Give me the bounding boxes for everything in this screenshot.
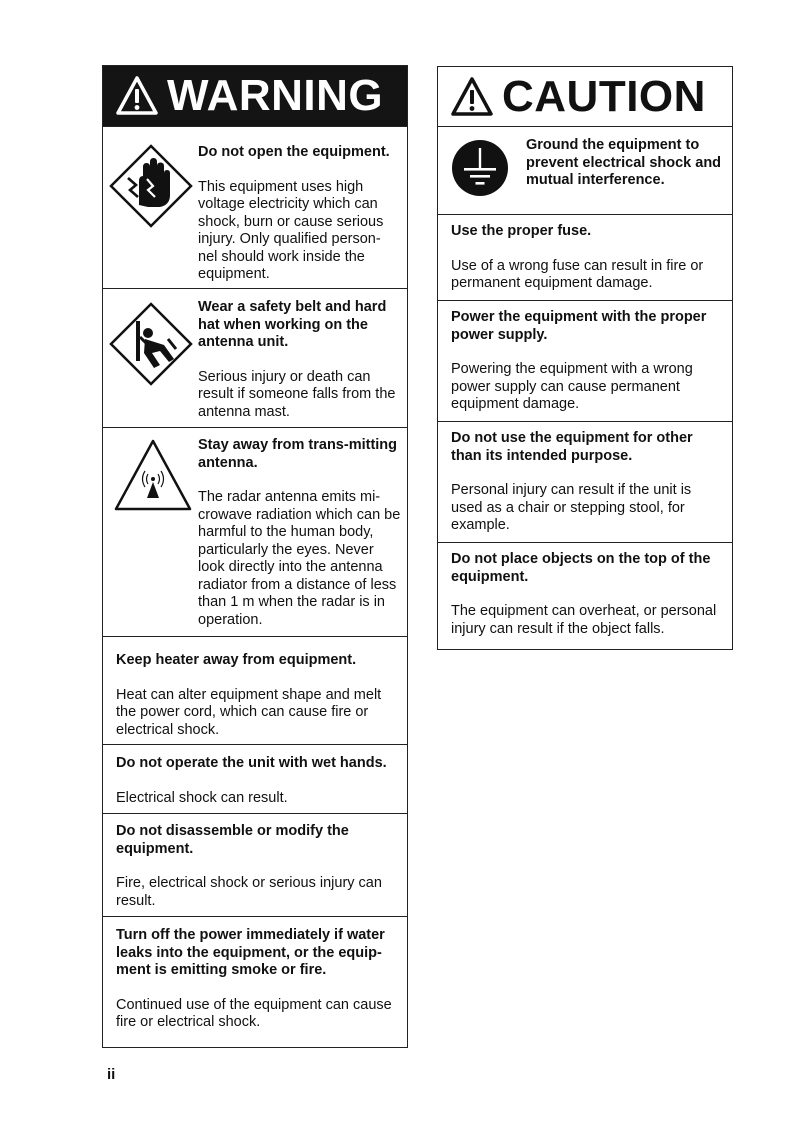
caution-triangle-icon xyxy=(450,76,494,118)
warning-title: Do not operate the unit with wet hands. xyxy=(116,755,387,771)
caution-title: Do not place objects on the top of the equipment. xyxy=(451,551,711,585)
caution-header-title: CAUTION xyxy=(502,71,706,121)
caution-section-body xyxy=(451,309,722,414)
caution-text: Powering the equipment with a wrong power supply can cause permanent equipment damage. xyxy=(451,361,693,412)
caution-title: Use the proper fuse. xyxy=(451,223,592,239)
caution-title: Power the equipment with the proper power supply. xyxy=(451,309,707,343)
warning-section-body xyxy=(116,755,397,807)
warning-header-title: WARNING xyxy=(167,71,384,120)
warning-section xyxy=(103,637,407,745)
warning-section-body xyxy=(198,144,399,284)
caution-section-body xyxy=(451,551,722,638)
warning-text: Electrical shock can result. xyxy=(116,789,288,806)
caution-section xyxy=(438,215,732,301)
caution-section-body xyxy=(526,137,726,207)
page-number: ii xyxy=(107,1066,116,1083)
caution-title: Do not use the equipment for other than its intended purpose. xyxy=(451,430,693,464)
warning-title: Turn off the power immediately if water leaks into the equipment, or the equip-ment is emitting smoke or fire. xyxy=(116,927,385,978)
caution-text: Personal injury can result if the unit is used as a chair or stepping stool, for example. xyxy=(451,482,692,533)
warning-section-body xyxy=(116,927,397,1032)
caution-header xyxy=(438,67,732,127)
warning-column xyxy=(102,65,408,1048)
falling-person-icon xyxy=(108,301,194,387)
warning-text: Fire, electrical shock or serious injury can result. xyxy=(116,875,382,909)
warning-section-body xyxy=(198,299,399,421)
warning-text: Continued use of the equipment can cause fire or electrical shock. xyxy=(116,996,392,1030)
caution-text: The equipment can overheat, or personal injury can result if the object falls. xyxy=(451,603,717,637)
warning-section xyxy=(103,745,407,814)
caution-section xyxy=(438,543,732,648)
warning-section xyxy=(103,814,407,917)
caution-section xyxy=(438,301,732,422)
caution-title: Ground the equipment to prevent electrical shock and mutual interference. xyxy=(526,137,722,188)
caution-section-body xyxy=(451,223,722,293)
warning-section xyxy=(103,428,407,637)
warning-title: Wear a safety belt and hard hat when working on the antenna unit. xyxy=(198,299,387,350)
warning-section-body xyxy=(116,652,397,739)
warning-triangle-icon xyxy=(115,75,159,117)
warning-header xyxy=(103,66,407,127)
caution-text: Use of a wrong fuse can result in fire or permanent equipment damage. xyxy=(451,257,704,291)
warning-section xyxy=(103,289,407,428)
warning-section-body xyxy=(116,823,397,910)
caution-section xyxy=(438,127,732,215)
warning-title: Do not disassemble or modify the equipment. xyxy=(116,823,349,857)
warning-section xyxy=(103,917,407,1047)
hand-hazard-icon xyxy=(108,143,194,229)
warning-title: Stay away from trans-mitting antenna. xyxy=(198,437,398,471)
caution-column xyxy=(437,66,733,650)
ground-symbol-icon xyxy=(451,139,509,197)
caution-section xyxy=(438,422,732,543)
radiation-triangle-icon xyxy=(113,438,193,512)
warning-text: Serious injury or death can result if someone falls from the antenna mast. xyxy=(198,368,396,420)
warning-text: This equipment uses high voltage electricity which can shock, burn or cause serious injury. Only qualified person-nel should work inside the equipment. xyxy=(198,178,384,282)
caution-section-body xyxy=(451,430,722,535)
warning-text: Heat can alter equipment shape and melt the power cord, which can cause fire or electrical shock. xyxy=(116,686,382,738)
warning-section-body xyxy=(198,437,401,629)
warning-section xyxy=(103,127,407,289)
warning-title: Do not open the equipment. xyxy=(198,144,390,160)
warning-title: Keep heater away from equipment. xyxy=(116,652,357,668)
warning-text: The radar antenna emits mi-crowave radiation which can be harmful to the human body, particularly the eyes. Never look directly into the antenna radiator from a distance of less than 1 m when the radar is in operation. xyxy=(198,489,401,628)
